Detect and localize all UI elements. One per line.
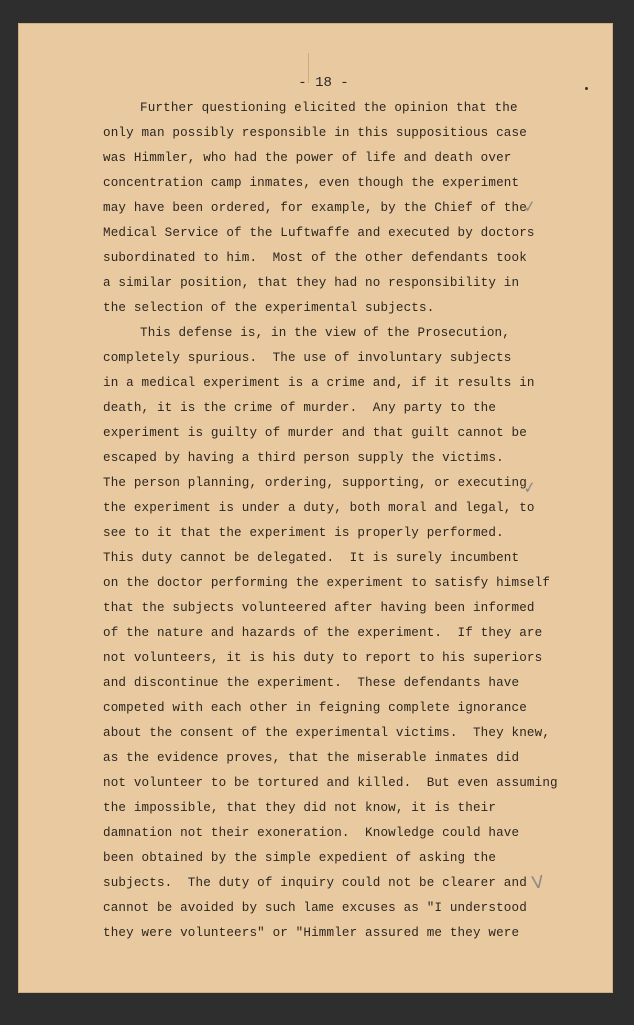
text-line: they were volunteers" or "Himmler assured me they were	[103, 926, 520, 940]
text-line: may have been ordered, for example, by the Chief of the	[103, 201, 527, 215]
text-line: the experiment is under a duty, both moral and legal, to	[103, 501, 535, 515]
text-line: death, it is the crime of murder. Any party to the	[103, 401, 497, 415]
text-line: Medical Service of the Luftwaffe and executed by doctors	[103, 226, 535, 240]
text-line: the impossible, that they did not know, it is their	[103, 801, 497, 815]
text-line: damnation not their exoneration. Knowledge could have	[103, 826, 520, 840]
text-line: completely spurious. The use of involuntary subjects	[103, 351, 512, 365]
check-mark-icon: ✓	[521, 196, 538, 217]
text-line: of the nature and hazards of the experiment. If they are	[103, 626, 543, 640]
text-line: been obtained by the simple expedient of asking the	[103, 851, 497, 865]
text-line: the selection of the experimental subjects.	[103, 301, 435, 315]
text-line: concentration camp inmates, even though the experiment	[103, 176, 520, 190]
text-line: subordinated to him. Most of the other defendants took	[103, 251, 527, 265]
document-page	[18, 23, 613, 993]
text-line: see to it that the experiment is properly performed.	[103, 526, 504, 540]
text-line: about the consent of the experimental victims. They knew,	[103, 726, 551, 740]
text-line: not volunteers, it is his duty to report to his superiors	[103, 651, 543, 665]
page-number: - 18 -	[298, 75, 349, 91]
text-line: that the subjects volunteered after having been informed	[103, 601, 535, 615]
check-mark-icon: ✓	[521, 477, 538, 498]
text-line: escaped by having a third person supply the victims.	[103, 451, 504, 465]
text-line: Further questioning elicited the opinion that the	[140, 101, 518, 115]
text-line: This duty cannot be delegated. It is surely incumbent	[103, 551, 520, 565]
text-line: as the evidence proves, that the miserable inmates did	[103, 751, 520, 765]
text-line: not volunteer to be tortured and killed. But even assuming	[103, 776, 558, 790]
text-line: in a medical experiment is a crime and, if it results in	[103, 376, 535, 390]
text-line: subjects. The duty of inquiry could not be clearer and	[103, 876, 527, 890]
text-line: competed with each other in feigning complete ignorance	[103, 701, 527, 715]
text-line: experiment is guilty of murder and that guilt cannot be	[103, 426, 527, 440]
text-line: was Himmler, who had the power of life and death over	[103, 151, 512, 165]
text-line: on the doctor performing the experiment to satisfy himself	[103, 576, 551, 590]
text-line: a similar position, that they had no responsibility in	[103, 276, 520, 290]
text-line: The person planning, ordering, supporting, or executing	[103, 476, 527, 490]
check-mark-icon: V	[530, 872, 545, 894]
text-line: only man possibly responsible in this suppositious case	[103, 126, 527, 140]
text-line: and discontinue the experiment. These defendants have	[103, 676, 520, 690]
text-line: This defense is, in the view of the Prosecution,	[140, 326, 510, 340]
ink-dot	[585, 87, 588, 90]
text-line: cannot be avoided by such lame excuses as "I understood	[103, 901, 527, 915]
